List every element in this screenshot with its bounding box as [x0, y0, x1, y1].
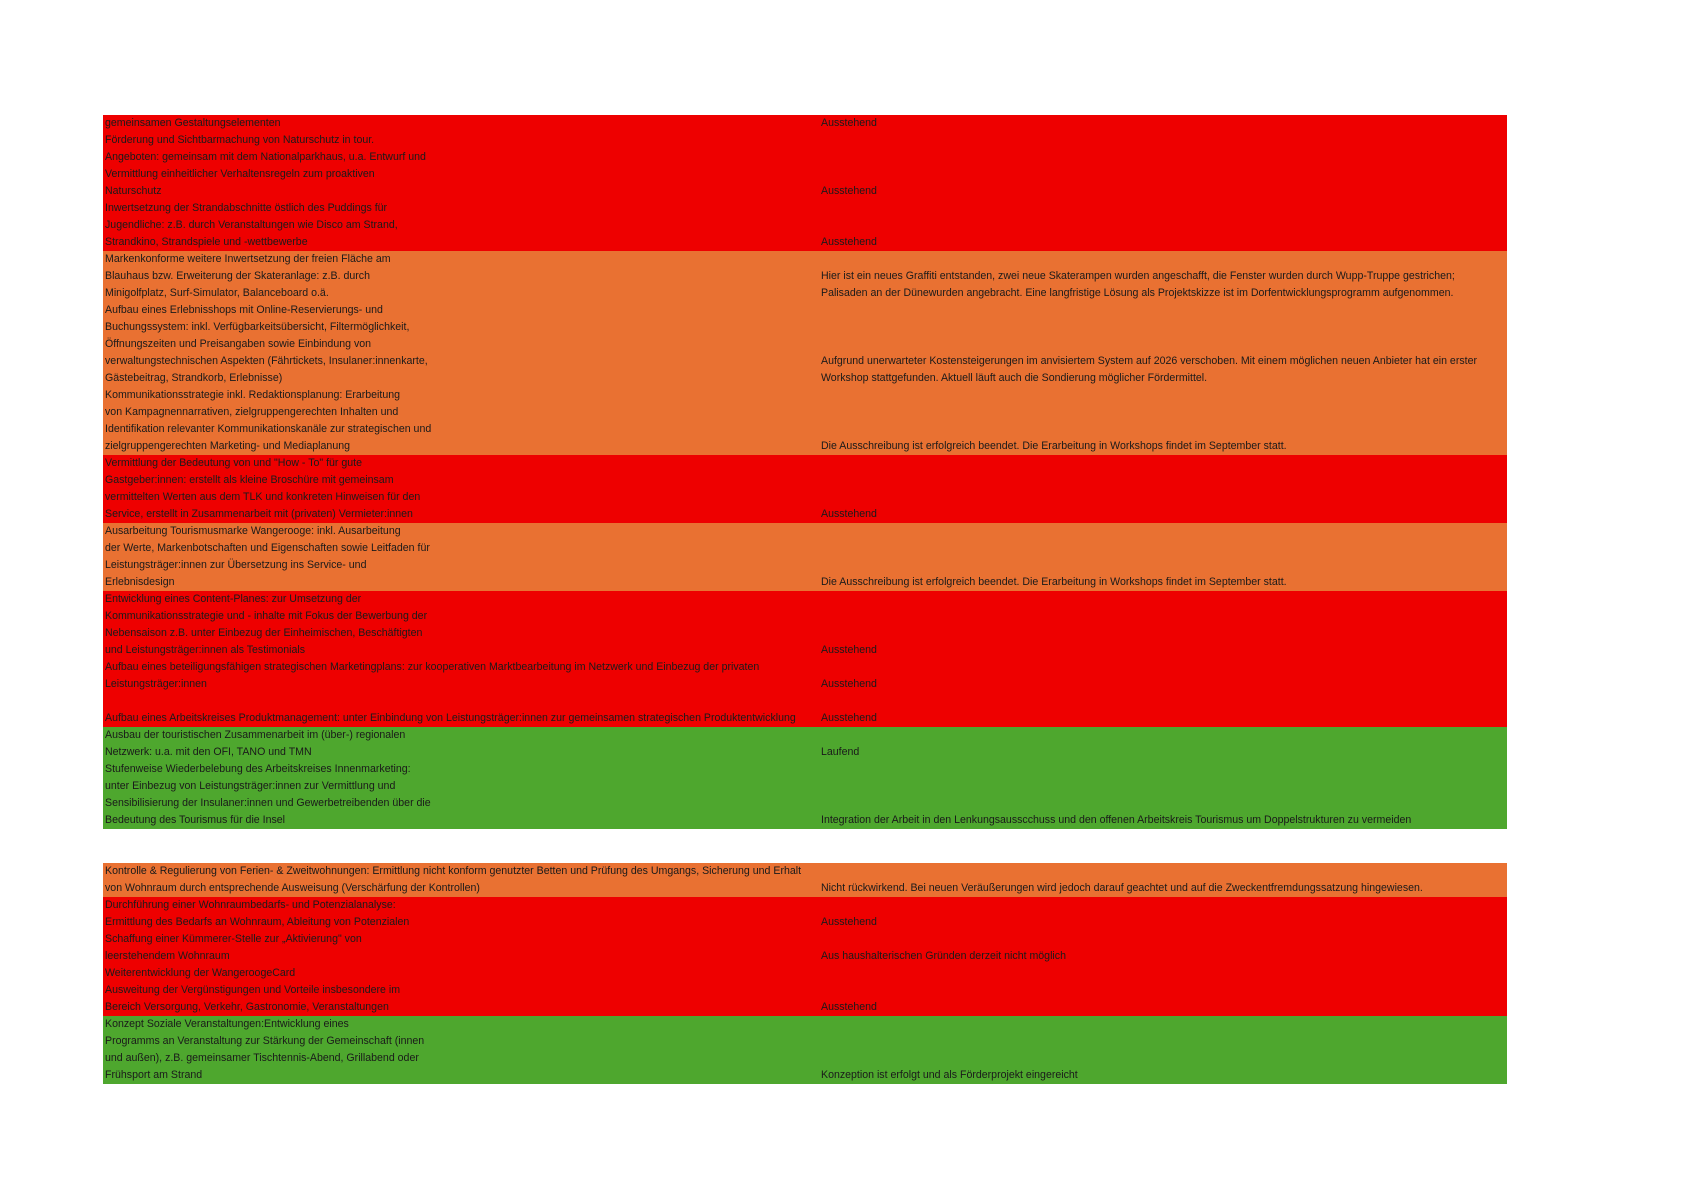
- table-row: [103, 727, 1507, 761]
- measure-text: Gastgeber:innen: erstellt als kleine Broschüre mit gemeinsam: [105, 474, 394, 486]
- spreadsheet-page: [103, 115, 1507, 1084]
- table-row: [103, 761, 1507, 829]
- measure-text: Identifikation relevanter Kommunikationskanäle zur strategischen und: [105, 423, 432, 435]
- measure-text: Minigolfplatz, Surf-Simulator, Balanceboard o.ä.: [105, 287, 329, 299]
- table-row: [103, 455, 1507, 523]
- measure-text: Ausarbeitung Tourismusmarke Wangerooge: inkl. Ausarbeitung: [105, 525, 401, 537]
- status-text: Palisaden an der Dünewurden angebracht. Eine langfristige Lösung als Projektskizze ist im Dorfentwicklungsprogramm aufgenommen.: [821, 287, 1454, 299]
- measure-text: Konzept Soziale Veranstaltungen:Entwicklung eines: [105, 1018, 349, 1030]
- status-text: Nicht rückwirkend. Bei neuen Veräußerungen wird jedoch darauf geachtet und auf die Zweckentfremdungssatzung hingewiesen.: [821, 882, 1423, 894]
- status-text: Ausstehend: [821, 117, 877, 129]
- measure-text: Naturschutz: [105, 185, 162, 197]
- measure-text: Schaffung einer Kümmerer-Stelle zur „Aktivierung" von: [105, 933, 362, 945]
- measure-text: Programms an Veranstaltung zur Stärkung der Gemeinschaft (innen: [105, 1035, 425, 1047]
- status-text: Ausstehend: [821, 678, 877, 690]
- measure-text: gemeinsamen Gestaltungselementen: [105, 117, 281, 129]
- table-row: [103, 132, 1507, 200]
- measure-text: Kommunikationsstrategie und - inhalte mit Fokus der Bewerbung der: [105, 610, 428, 622]
- status-text: Workshop stattgefunden. Aktuell läuft auch die Sondierung möglicher Fördermittel.: [821, 372, 1208, 384]
- table-row: [103, 302, 1507, 387]
- table-row: [103, 591, 1507, 659]
- measure-text: Jugendliche: z.B. durch Veranstaltungen wie Disco am Strand,: [105, 219, 398, 231]
- measure-text: und außen), z.B. gemeinsamer Tischtennis-Abend, Grillabend oder: [105, 1052, 419, 1064]
- measure-text: unter Einbezug von Leistungsträger:innen zur Vermittlung und: [105, 780, 396, 792]
- measure-text: Entwicklung eines Content-Planes: zur Umsetzung der: [105, 593, 362, 605]
- measure-text: Nebensaison z.B. unter Einbezug der Einheimischen, Beschäftigten: [105, 627, 423, 639]
- measure-text: leerstehendem Wohnraum: [105, 950, 230, 962]
- status-text: Ausstehend: [821, 916, 877, 928]
- measure-text: Markenkonforme weitere Inwertsetzung der freien Fläche am: [105, 253, 391, 265]
- measure-text: Leistungsträger:innen: [105, 678, 207, 690]
- measure-text: verwaltungstechnischen Aspekten (Fährtickets, Insulaner:innenkarte,: [105, 355, 428, 367]
- status-text: Ausstehend: [821, 712, 877, 724]
- measure-text: Ausbau der touristischen Zusammenarbeit im (über-) regionalen: [105, 729, 406, 741]
- measure-text: Aufbau eines Erlebnisshops mit Online-Reservierungs- und: [105, 304, 383, 316]
- measure-text: Kommunikationsstrategie inkl. Redaktionsplanung: Erarbeitung: [105, 389, 401, 401]
- measure-text: Service, erstellt in Zusammenarbeit mit (privaten) Vermieter:innen: [105, 508, 413, 520]
- table-section: [103, 863, 1507, 1084]
- table-row: [103, 523, 1507, 591]
- status-text: Hier ist ein neues Graffiti entstanden, zwei neue Skaterampen wurden angeschafft, die Fenster wurden durch Wupp-Truppe gestrichen;: [821, 270, 1455, 282]
- measure-text: Vermittlung der Bedeutung von und "How - To" für gute: [105, 457, 363, 469]
- measure-text: Blauhaus bzw. Erweiterung der Skateranlage: z.B. durch: [105, 270, 370, 282]
- measure-text: Weiterentwicklung der WangeroogeCard: [105, 967, 296, 979]
- measure-text: Leistungsträger:innen zur Übersetzung ins Service- und: [105, 559, 367, 571]
- measure-text: Erlebnisdesign: [105, 576, 175, 588]
- status-text: Aufgrund unerwarteter Kostensteigerungen im anvisiertem System auf 2026 verschoben. Mit einem möglichen neuen Anbieter hat ein erster: [821, 355, 1477, 367]
- table-row: [103, 863, 1507, 897]
- status-text: Laufend: [821, 746, 860, 758]
- measure-text: Angeboten: gemeinsam mit dem Nationalparkhaus, u.a. Entwurf und: [105, 151, 426, 163]
- measure-text: von Kampagnennarrativen, zielgruppengerechten Inhalten und: [105, 406, 399, 418]
- table-row: [103, 387, 1507, 455]
- status-text: Ausstehend: [821, 236, 877, 248]
- status-text: Ausstehend: [821, 1001, 877, 1013]
- measure-text: Bereich Versorgung, Verkehr, Gastronomie, Veranstaltungen: [105, 1001, 389, 1013]
- table-row: [103, 251, 1507, 302]
- measure-text: Frühsport am Strand: [105, 1069, 203, 1081]
- measure-text: Gästebeitrag, Strandkorb, Erlebnisse): [105, 372, 283, 384]
- measure-text: Bedeutung des Tourismus für die Insel: [105, 814, 286, 826]
- measure-text: Förderung und Sichtbarmachung von Naturschutz in tour.: [105, 134, 375, 146]
- table-row: [103, 965, 1507, 1016]
- table-row: [103, 200, 1507, 251]
- measure-text: Inwertsetzung der Strandabschnitte östlich des Puddings für: [105, 202, 388, 214]
- status-text: Ausstehend: [821, 185, 877, 197]
- measure-text: Vermittlung einheitlicher Verhaltensregeln zum proaktiven: [105, 168, 375, 180]
- measure-text: von Wohnraum durch entsprechende Ausweisung (Verschärfung der Kontrollen): [105, 882, 480, 894]
- measure-text: zielgruppengerechten Marketing- und Mediaplanung: [105, 440, 350, 452]
- measure-text: Strandkino, Strandspiele und -wettbewerbe: [105, 236, 308, 248]
- table-row: [103, 659, 1507, 693]
- measure-text: Stufenweise Wiederbelebung des Arbeitskreises Innenmarketing:: [105, 763, 411, 775]
- measure-text: Aufbau eines beteiligungsfähigen strategischen Marketingplans: zur kooperativen Marktbearbeitung im Netzwerk und Einbezug der privaten: [105, 661, 760, 673]
- status-text: Integration der Arbeit in den Lenkungsausscchuss und den offenen Arbeitskreis Tourismus um Doppelstrukturen zu vermeiden: [821, 814, 1412, 826]
- status-text: Die Ausschreibung ist erfolgreich beendet. Die Erarbeitung in Workshops findet im September statt.: [821, 440, 1287, 452]
- measure-text: Durchführung einer Wohnraumbedarfs- und Potenzialanalyse:: [105, 899, 396, 911]
- measure-text: Netzwerk: u.a. mit den OFI, TANO und TMN: [105, 746, 312, 758]
- status-text: Aus haushalterischen Gründen derzeit nicht möglich: [821, 950, 1066, 962]
- status-text: Ausstehend: [821, 644, 877, 656]
- measure-text: Ausweitung der Vergünstigungen und Vorteile insbesondere im: [105, 984, 401, 996]
- measure-text: vermittelten Werten aus dem TLK und konkreten Hinweisen für den: [105, 491, 421, 503]
- measure-text: Aufbau eines Arbeitskreises Produktmanagement: unter Einbindung von Leistungsträger:innen zur gemeinsamen strategischen Produktentwicklung: [105, 712, 796, 724]
- table-row: [103, 115, 1507, 132]
- status-text: Ausstehend: [821, 508, 877, 520]
- measure-text: Buchungssystem: inkl. Verfügbarkeitsübersicht, Filtermöglichkeit,: [105, 321, 410, 333]
- measure-text: und Leistungsträger:innen als Testimonials: [105, 644, 306, 656]
- table-row: [103, 693, 1507, 727]
- measure-text: Öffnungszeiten und Preisangaben sowie Einbindung von: [105, 338, 372, 350]
- measure-text: Kontrolle & Regulierung von Ferien- & Zweitwohnungen: Ermittlung nicht konform genutzter Betten und Prüfung des Umgangs, Sicherung und Erhalt: [105, 865, 802, 877]
- section-gap: [103, 829, 1507, 863]
- table-section: [103, 115, 1507, 829]
- table-row: [103, 1016, 1507, 1084]
- table-row: [103, 897, 1507, 931]
- measure-text: Sensibilisierung der Insulaner:innen und Gewerbetreibenden über die: [105, 797, 431, 809]
- measure-text: Ermittlung des Bedarfs an Wohnraum, Ableitung von Potenzialen: [105, 916, 410, 928]
- status-text: Konzeption ist erfolgt und als Förderprojekt eingereicht: [821, 1069, 1078, 1081]
- status-text: Die Ausschreibung ist erfolgreich beendet. Die Erarbeitung in Workshops findet im September statt.: [821, 576, 1287, 588]
- table-row: [103, 931, 1507, 965]
- measure-text: der Werte, Markenbotschaften und Eigenschaften sowie Leitfaden für: [105, 542, 430, 554]
